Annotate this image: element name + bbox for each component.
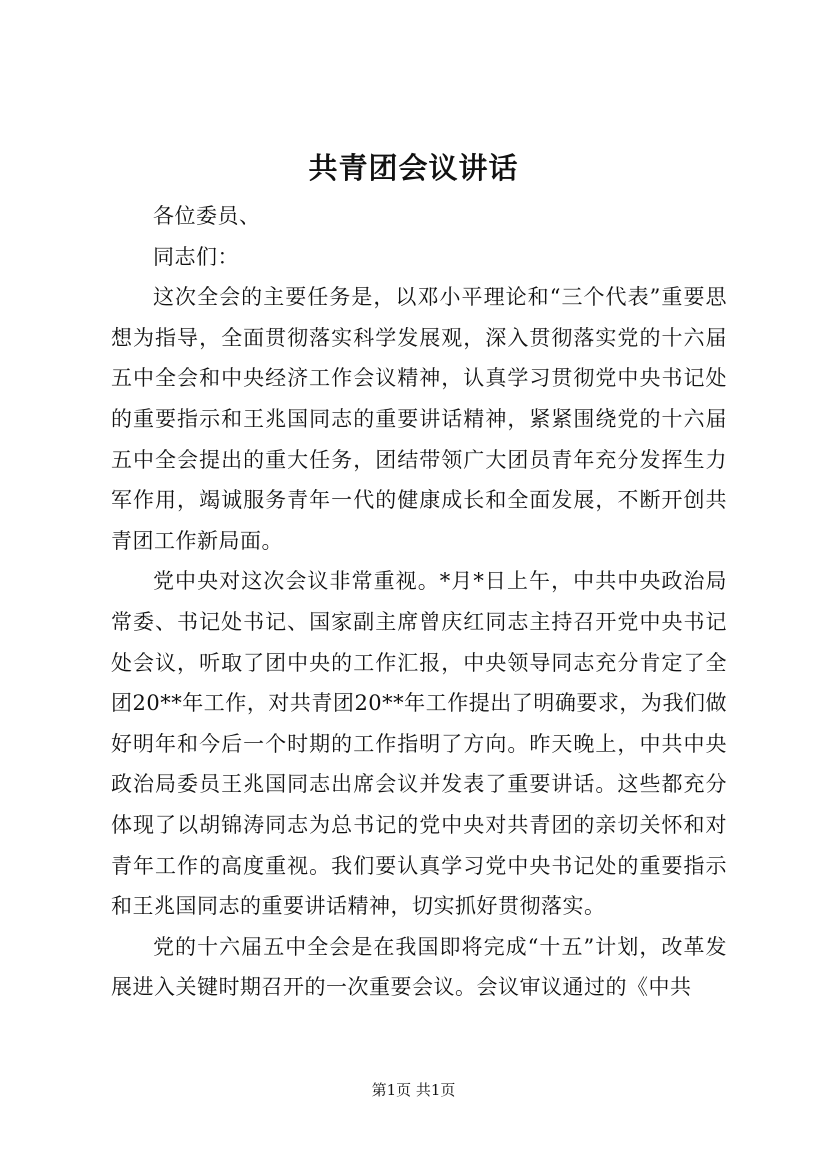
document-body bbox=[111, 168, 727, 1008]
salutation-line: 各位委员、 bbox=[153, 204, 261, 228]
salutation-line: 同志们： bbox=[153, 244, 239, 269]
body-paragraph: 党中央对这次会议非常重视。*月*日上午，中共中央政治局常委、书记处书记、国家副主席曾庆红同志主持召开党中央书记处会议，听取了团中央的工作汇报，中央领导同志充分肯定了全团20**年工作，对共青团20**年工作提出了明确要求，为我们做好明年和今后一个时期的工作指明了方向。昨天晚上，中共中央政治局委员王兆国同志出席会议并发表了重要讲话。这些都充分体现了以胡锦涛同志为总书记的党中央对共青团的亲切关怀和对青年工作的高度重视。我们要认真学习党中央书记处的重要指示和王兆国同志的重要讲话精神，切实抓好贯彻落实。 bbox=[111, 569, 727, 919]
body-paragraph: 党的十六届五中全会是在我国即将完成“十五”计划，改革发展进入关键时期召开的一次重要会议。会议审议通过的《中共 bbox=[111, 934, 727, 1000]
document-title: 共青团会议讲话 bbox=[308, 151, 519, 185]
body-paragraph: 这次全会的主要任务是，以邓小平理论和“三个代表”重要思想为指导，全面贯彻落实科学发展观，深入贯彻落实党的十六届五中全会和中央经济工作会议精神，认真学习贯彻党中央书记处的重要指示和王兆国同志的重要讲话精神，紧紧围绕党的十六届五中全会提出的重大任务，团结带领广大团员青年充分发挥生力军作用，竭诚服务青年一代的健康成长和全面发展，不断开创共青团工作新局面。 bbox=[111, 285, 727, 553]
page-footer: 第1页 共1页 bbox=[371, 1081, 456, 1099]
